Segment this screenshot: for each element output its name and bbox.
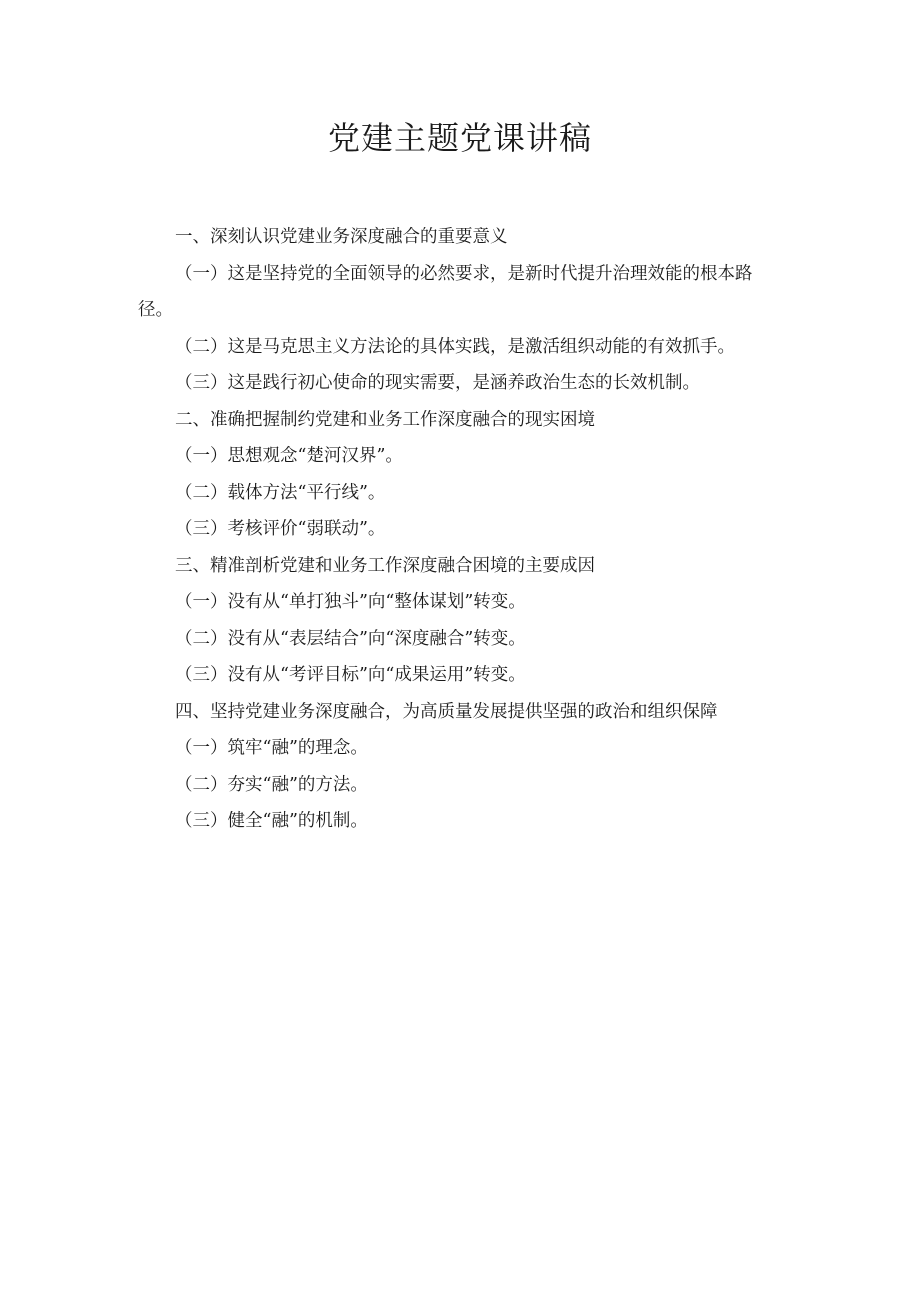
section-1-item-3: （三）这是践行初心使命的现实需要，是涵养政治生态的长效机制。 [175, 373, 700, 393]
document-title: 党建主题党课讲稿 [327, 119, 592, 157]
section-heading-3: 三、精准剖析党建和业务工作深度融合困境的主要成因 [175, 555, 595, 576]
section-1-item-2: （二）这是马克思主义方法论的具体实践，是激活组织动能的有效抓手。 [175, 336, 735, 357]
section-2-item-1: （一）思想观念“楚河汉界”。 [175, 446, 403, 466]
section-4-item-3: （三）健全“融”的机制。 [175, 811, 368, 831]
section-heading-1: 一、深刻认识党建业务深度融合的重要意义 [175, 227, 508, 247]
section-3-item-2: （二）没有从“表层结合”向“深度融合”转变。 [175, 628, 526, 649]
section-4-item-1: （一）筑牢“融”的理念。 [175, 738, 368, 758]
section-heading-2: 二、准确把握制约党建和业务工作深度融合的现实困境 [175, 409, 595, 430]
section-1-item-1: （一）这是坚持党的全面领导的必然要求，是新时代提升治理效能的根本路径。 [138, 263, 753, 320]
section-2-item-3: （三）考核评价“弱联动”。 [175, 519, 386, 539]
section-3-item-3: （三）没有从“考评目标”向“成果运用”转变。 [175, 665, 526, 685]
section-4-item-2: （二）夯实“融”的方法。 [175, 774, 368, 795]
section-2-item-2: （二）载体方法“平行线”。 [175, 482, 386, 503]
document-body [138, 219, 778, 840]
section-heading-4: 四、坚持党建业务深度融合，为高质量发展提供坚强的政治和组织保障 [175, 701, 718, 722]
section-3-item-1: （一）没有从“单打独斗”向“整体谋划”转变。 [175, 592, 526, 612]
